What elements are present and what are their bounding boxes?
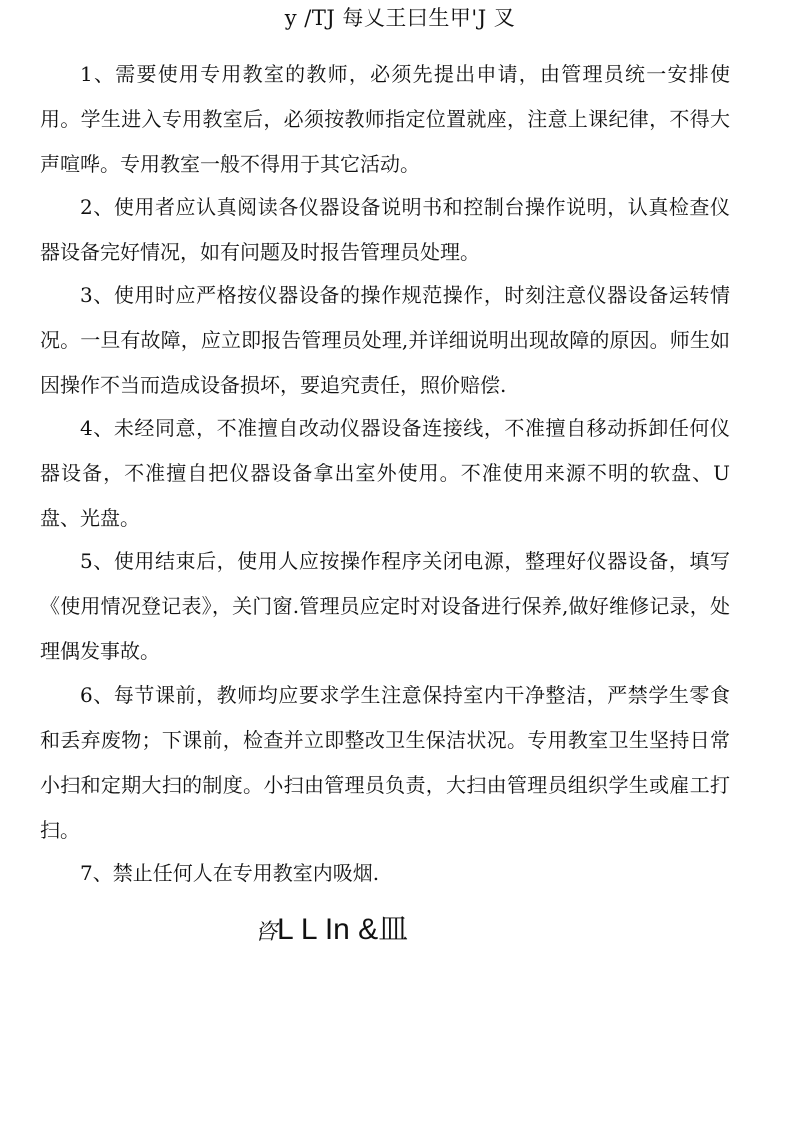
signature-suffix: 皿 bbox=[378, 912, 409, 947]
rule-paragraph-7: 7、禁止任何人在专用教室内吸烟. bbox=[80, 861, 380, 885]
rule-paragraph-4: 4、未经同意，不准擅自改动仪器设备连接线，不准擅自移动拆卸任何仪器设备，不准擅自把仪器设备拿出室外使用。不准使用来源不明的软盘、U盘、光盘。 bbox=[40, 416, 730, 530]
document-title: y /TJ 每乂王曰生甲'J 叉 bbox=[284, 6, 516, 30]
rule-paragraph-6: 6、每节课前，教师均应要求学生注意保持室内干净整洁，严禁学生零食和丢弃废物；下课前，检查并立即整改卫生保洁状况。专用教室卫生坚持日常小扫和定期大扫的制度。小扫由管理员负责，大扫由管理员组织学生或雇工打扫。 bbox=[40, 683, 730, 842]
signature-prefix: 咨 bbox=[255, 920, 278, 945]
rule-paragraph-3: 3、使用时应严格按仪器设备的操作规范操作，时刻注意仪器设备运转情况。一旦有故障，应立即报告管理员处理,并详细说明出现故障的原因。师生如因操作不当而造成设备损坏，要追究责任，照价赔偿. bbox=[40, 283, 730, 397]
signature-line bbox=[255, 910, 408, 953]
signature-middle: L L In & bbox=[277, 913, 379, 946]
rule-paragraph-5: 5、使用结束后，使用人应按操作程序关闭电源，整理好仪器设备，填写《使用情况登记表》，关门窗.管理员应定时对设备进行保养,做好维修记录，处理偶发事故。 bbox=[40, 549, 730, 663]
rule-paragraph-2: 2、使用者应认真阅读各仪器设备说明书和控制台操作说明，认真检查仪器设备完好情况，如有问题及时报告管理员处理。 bbox=[40, 195, 730, 264]
rule-paragraph-1: 1、需要使用专用教室的教师，必须先提出申请，由管理员统一安排使用。学生进入专用教室后，必须按教师指定位置就座，注意上课纪律，不得大声喧哗。专用教室一般不得用于其它活动。 bbox=[40, 62, 730, 176]
